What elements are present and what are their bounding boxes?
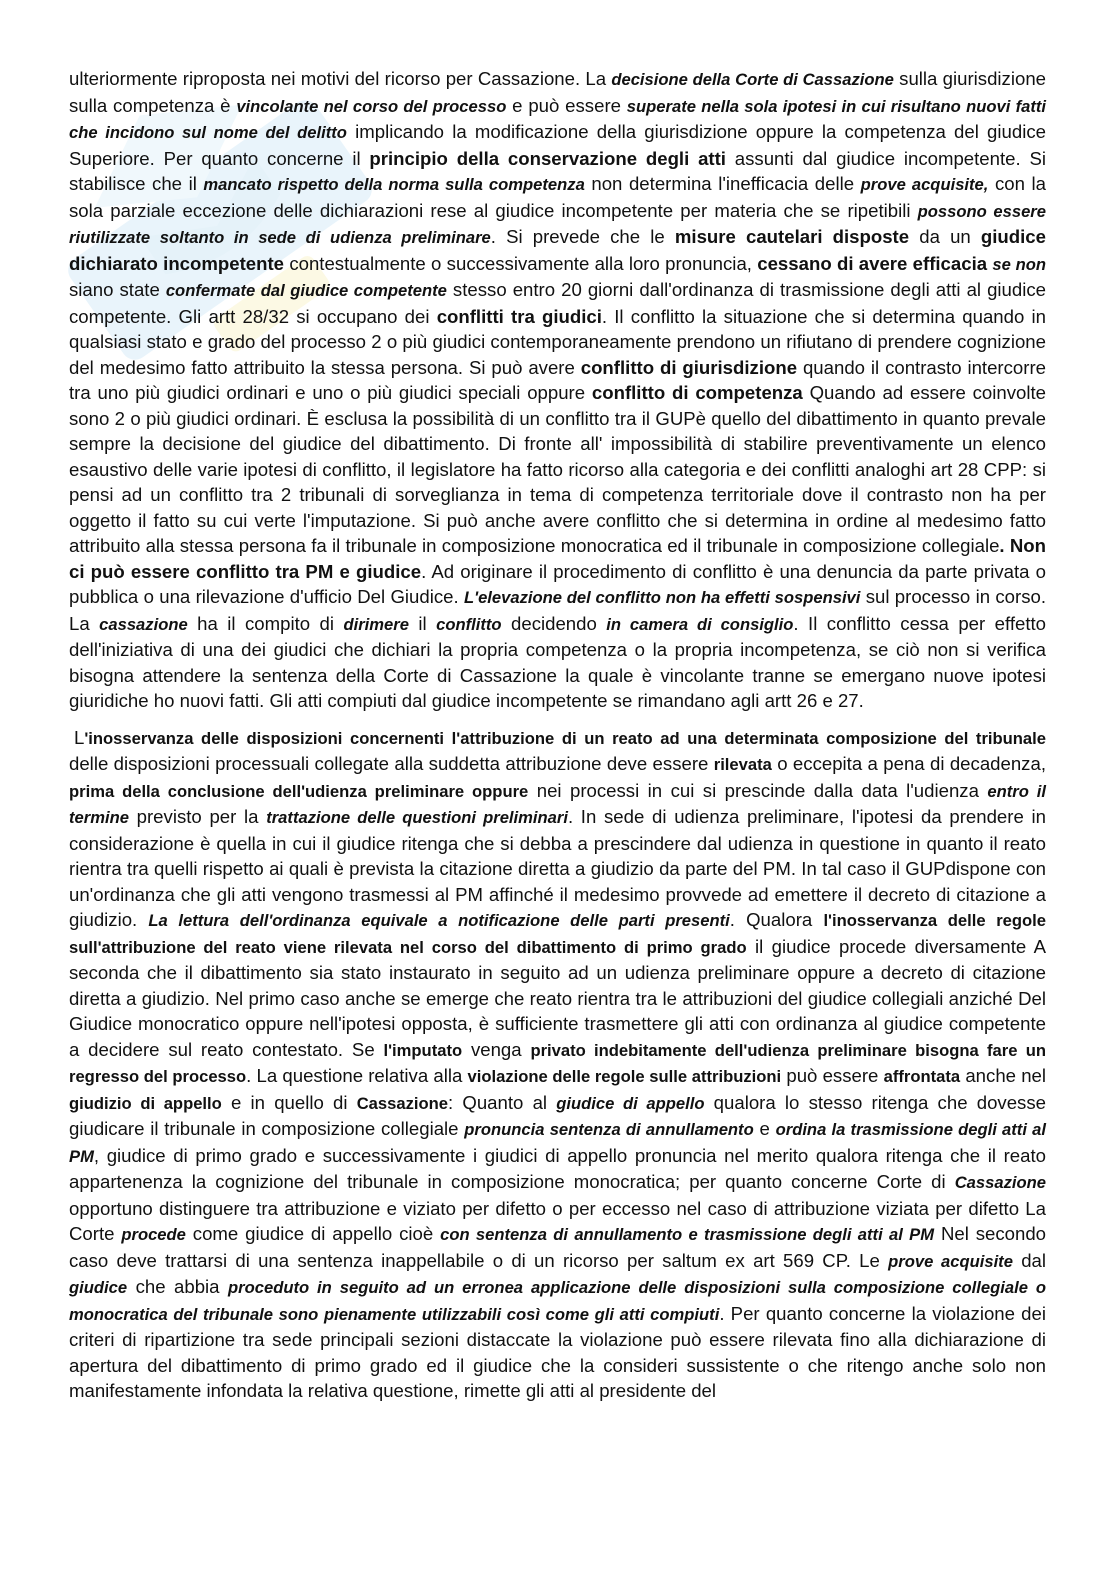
body-text: . Il conflitto cessa per effetto dell'iniziativa di una dei giudici che dichiari la propria competenza o la propria incompetenza, se ciò non si verifica bisogna attendere la sentenza della Corte di Cassazione la quale è vincolante tranne se emergano nuove ipotesi giuridiche ho nuovi fatti. Gli atti compiuti dal giudice incompetente se rimandano agli artt 26 e 27. <box>69 612 1047 711</box>
body-text: e in quello di <box>221 1091 357 1113</box>
bold-text: Cassazione <box>356 1093 449 1113</box>
body-text: assunti dal giudice incompetente. Si stabilisce che il <box>69 147 1046 194</box>
body-text: , giudice di primo grado e successivamente i giudici di appello pronuncia nel merito qualora ritenga che il reato appartenenza la cognizione del tribunale in composizione monocratica; per quanto concerne Corte di <box>69 1144 1046 1192</box>
body-text: e <box>753 1118 776 1139</box>
body-text: sulla giurisdizione sulla competenza è <box>69 68 1046 116</box>
emphasis-text: mancato rispetto della norma sulla competenza <box>203 175 585 194</box>
body-text: siano state <box>69 279 166 300</box>
body-text: nei processi in cui si prescinde dalla data l'udienza <box>528 779 988 801</box>
body-text: non determina l'inefficacia delle <box>584 173 861 194</box>
body-text: ulteriormente riproposta nei motivi del ricorso per Cassazione. La <box>69 68 612 89</box>
body-text: venga <box>462 1038 531 1060</box>
emphasis-text: se non <box>992 254 1046 274</box>
emphasis-text: La lettura dell'ordinanza equivale a notificazione delle parti presenti <box>148 911 730 930</box>
emphasis-text: trattazione delle questioni preliminari <box>266 808 568 827</box>
body-text: con la sola parziale eccezione delle dichiarazioni rese al giudice incompetente per materia che se ripetibili <box>69 173 1046 221</box>
body-text: implicando la modificazione della giurisdizione oppure la competenza del giudice Superiore. Per quanto concerne il <box>69 121 1046 169</box>
emphasis-text: decisione della Corte di Cassazione <box>611 70 894 89</box>
body-text: stesso entro 20 giorni dall'ordinanza di trasmissione degli atti al giudice competente. Gli artt 28/32 si occupano dei <box>69 279 1046 327</box>
body-text: o eccepita a pena di decadenza, <box>771 753 1046 774</box>
emphasis-text: prove acquisite <box>888 1251 1013 1271</box>
bold-text: violazione delle regole sulle attribuzioni <box>467 1067 782 1086</box>
bold-text: giudizio di appello <box>69 1093 222 1113</box>
bold-text: rilevata <box>713 755 772 774</box>
bold-text: misure cautelari disposte <box>674 226 910 247</box>
body-text: contestualmente o successivamente alla loro pronuncia, <box>284 252 758 274</box>
emphasis-text: prove acquisite, <box>860 175 989 194</box>
emphasis-text: L'elevazione del conflitto non ha effetti sospensivi <box>463 588 861 607</box>
body-text: Quando ad essere coinvolte sono 2 o più giudici ordinari. È esclusa la possibilità di un conflitto tra il GUPè quello del dibattimento in quanto prevale sempre la decisione del giudice del dibattimento. Di fronte all' impossibilità di stabilire preventivamente un elenco esaustivo delle varie ipotesi di conflitto, il legislatore ha fatto ricorso alla categoria e dei conflitti analoghi art 28 CPP: si pensi ad un conflitto tra 2 tribunali di sorveglianza in tema di competenza territoriale dove il contrasto non ha per oggetto il fatto su cui verte l'imputazione. Si può anche avere conflitto che si determina in ordine al medesimo fatto attribuito alla stessa persona fa il tribunale in composizione monocratica ed il tribunale in composizione collegiale <box>69 382 1046 556</box>
body-text: Nel secondo caso deve trattarsi di una sentenza inappellabile o di un ricorso per saltum ex art 569 CP. Le <box>69 1223 1047 1271</box>
emphasis-text: con sentenza di annullamento e trasmissione degli atti al PM <box>440 1225 935 1244</box>
body-text: . Qualora <box>729 909 824 930</box>
bold-text: 'inosservanza delle disposizioni concernenti l'attribuzione di un reato ad una determinata composizione del tribunale <box>84 728 1046 748</box>
body-text: : Quanto al <box>448 1091 557 1113</box>
emphasis-text: entro il termine <box>69 781 1046 827</box>
body-text: ha il compito di <box>187 612 344 634</box>
bold-text: giudice dichiarato incompetente <box>69 226 1046 274</box>
emphasis-text: conflitto <box>436 614 502 634</box>
bold-text: l'imputato <box>383 1040 463 1060</box>
body-text: da un <box>909 226 981 247</box>
body-text: sul processo in corso. La <box>69 586 1046 634</box>
body-text: . Il conflitto la situazione che si determina quando in qualsiasi stato e grado del processo 2 o più giudici contemporaneamente prendono un rifiutano di prendere cognizione del medesimo fatto attribuito la stessa persona. Si può avere <box>69 305 1046 378</box>
body-text: . Per quanto concerne la violazione dei criteri di ripartizione tra sede principali sezioni distaccate la violazione può essere rilevata fino alla dichiarazione di apertura del dibattimento di primo grado ed il giudice che la consideri sussistente o che ritengo anche solo non manifestamente infondata la relativa questione, rimette gli atti al presidente del <box>69 1302 1046 1401</box>
body-text: delle disposizioni processuali collegate alla suddetta attribuzione deve essere <box>69 753 714 774</box>
body-text: il <box>408 612 437 634</box>
bold-text: privato indebitamente dell'udienza preliminare bisogna fare un regresso del processo <box>69 1040 1046 1086</box>
paragraph-conflitti <box>69 66 1046 714</box>
emphasis-text: Cassazione <box>954 1173 1046 1192</box>
body-text: che abbia <box>127 1276 229 1297</box>
emphasis-text: dirimere <box>343 614 409 634</box>
body-text: . Ad originare il procedimento di conflitto è una denuncia da parte privata o pubblica o una rilevazione d'ufficio Del Giudice. <box>69 560 1046 607</box>
document-page <box>69 66 1046 1404</box>
emphasis-text: procede <box>121 1225 186 1244</box>
body-text: previsto per la <box>128 806 267 827</box>
body-text: può essere <box>781 1065 884 1086</box>
emphasis-text: giudice <box>69 1278 128 1297</box>
body-text: decidendo <box>501 612 607 634</box>
emphasis-text: proceduto in seguito ad un erronea applicazione delle disposizioni sulla composizione collegiale o monocratica del tribunale sono pienamente utilizzabili così come gli atti compiuti <box>69 1278 1046 1324</box>
paragraph-inosservanza <box>69 725 1046 1404</box>
body-text: qualora lo stesso ritenga che dovesse giudicare il tribunale in composizione collegiale <box>69 1091 1046 1139</box>
body-text: . Si prevede che le <box>490 226 675 247</box>
emphasis-text: possono essere riutilizzate soltanto in sede di udienza preliminare <box>69 201 1046 247</box>
bold-text: . Non ci può essere conflitto tra PM e giudice <box>69 535 1046 582</box>
bold-text: conflitti tra giudici <box>436 305 602 327</box>
body-text: quando il contrasto intercorre tra uno più giudici ordinari e uno o più giudici speciali oppure <box>69 356 1046 403</box>
bold-text: conflitto di giurisdizione <box>580 356 798 378</box>
body-text: L <box>74 726 85 748</box>
bold-text: prima della conclusione dell'udienza preliminare oppure <box>69 781 529 801</box>
body-text: il giudice procede diversamente A seconda che il dibattimento sia stato instaurato in seguito ad un udienza preliminare oppure a decreto di citazione diretta a giudizio. Nel primo caso anche se emerge che reato rientra tra le attribuzioni del giudice collegiali anziché Del Giudice monocratico oppure nell'ipotesi opposta, è sufficiente trasmettere gli atti con ordinanza al giudice competente a decidere sul reato contestato. Se <box>69 935 1046 1060</box>
body-text: . La questione relativa alla <box>246 1065 468 1086</box>
emphasis-text: confermate dal giudice competente <box>165 281 447 300</box>
emphasis-text: pronuncia sentenza di annullamento <box>464 1120 754 1139</box>
body-text: come giudice di appello cioè <box>185 1223 441 1244</box>
emphasis-text: giudice di appello <box>556 1093 705 1113</box>
bold-text: cessano di avere efficacia <box>757 252 988 274</box>
body-text: e può essere <box>506 94 627 116</box>
emphasis-text: vincolante nel corso del processo <box>236 96 507 116</box>
emphasis-text: cassazione <box>99 614 188 634</box>
bold-text: l'inosservanza delle regole sull'attribuzione del reato viene rilevata nel corso del dibattimento di primo grado <box>69 911 1046 957</box>
bold-text: conflitto di competenza <box>591 382 803 403</box>
bold-text: principio della conservazione degli atti <box>369 147 726 169</box>
emphasis-text: ordina la trasmissione degli atti al PM <box>69 1120 1046 1166</box>
body-text: . In sede di udienza preliminare, l'ipotesi da prendere in considerazione è quella in cui il giudice ritenga che si debba a prescindere dal udienza in questione in quanto il reato rientra tra quelli rispetto ai quali è prevista la citazione diretta a giudizio da parte del PM. In tal caso il GUPdispone con un'ordinanza che gli atti vengono trasmessi al PM affinché il medesimo provvede ad emettere il decreto di citazione a giudizio. <box>69 806 1046 930</box>
body-text: dal <box>1012 1249 1047 1271</box>
bold-text: affrontata <box>883 1067 961 1086</box>
body-text: opportuno distinguere tra attribuzione e viziato per difetto o per eccesso nel caso di attribuzione viziata per difetto La Corte <box>69 1197 1046 1244</box>
emphasis-text: superate nella sola ipotesi in cui risultano nuovi fatti che incidono sul nome del delitto <box>69 96 1046 142</box>
body-text: anche nel <box>960 1065 1047 1086</box>
emphasis-text: in camera di consiglio <box>606 614 794 634</box>
